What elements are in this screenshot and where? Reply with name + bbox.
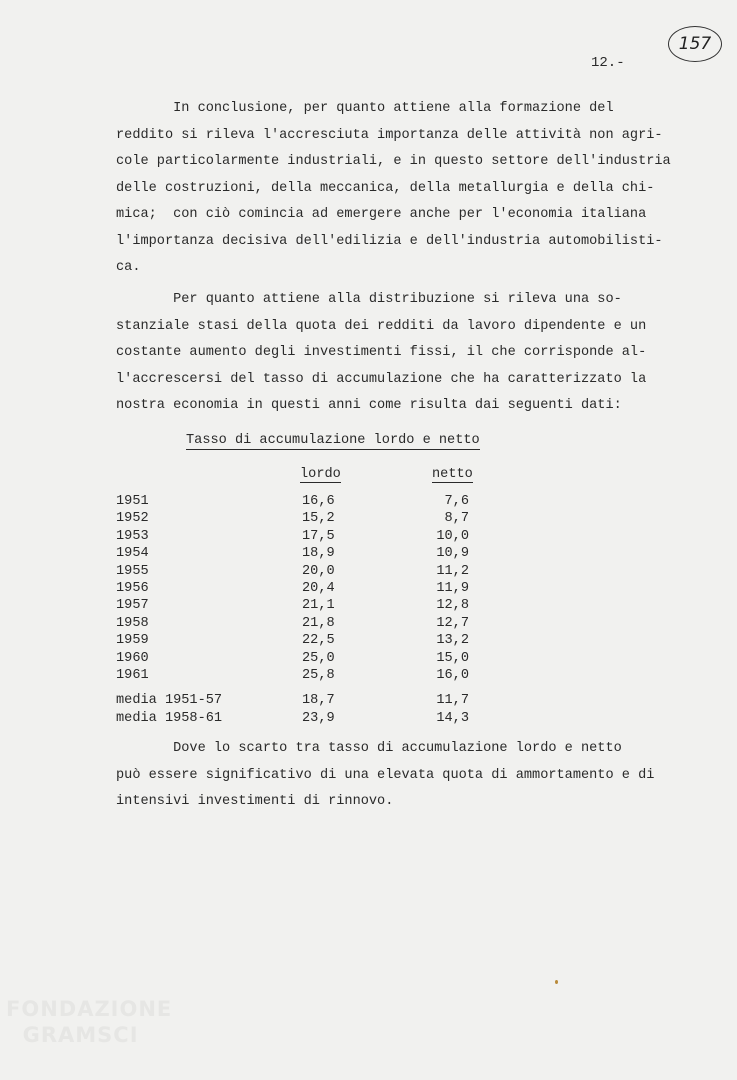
paragraph-distribution: Per quanto attiene alla distribuzione si rileva una so- stanziale stasi della quota dei redditi da lavoro dipendente e un costante aumento degli investimenti fissi, il che corrisponde al- l'accrescersi del tasso di accumulazione che ha caratterizzato la nostra economia in questi anni come risulta dai seguenti dati:: [116, 292, 647, 413]
row-lordo: 16,6: [302, 494, 335, 509]
row-lordo: 25,8: [302, 667, 335, 683]
row-lordo: 21,1: [302, 598, 335, 614]
row-netto: 14,3: [436, 710, 469, 726]
page-number: 12.-: [591, 55, 625, 71]
row-lordo: 17,5: [302, 528, 335, 544]
row-lordo: 15,2: [302, 511, 335, 527]
watermark-logo: FONDAZIONE GRAMSCI: [6, 997, 173, 1047]
paragraph-difference: Dove lo scarto tra tasso di accumulazione lordo e netto può essere significativo di una elevata quota di ammortamento e di intensivi investimenti di rinnovo.: [116, 741, 655, 809]
row-year: 1953: [116, 528, 149, 544]
row-lordo: 18,9: [302, 546, 335, 562]
row-netto: 15,0: [436, 650, 469, 666]
row-netto: 11,9: [436, 580, 469, 596]
row-year: 1960: [116, 650, 149, 666]
row-year: media 1951-57: [116, 693, 223, 709]
column-header-lordo: lordo: [300, 467, 341, 482]
row-lordo: 22,5: [302, 633, 335, 649]
row-year: 1957: [116, 598, 149, 614]
row-netto: 11,2: [436, 563, 469, 579]
row-year: media 1958-61: [116, 710, 223, 726]
row-netto: 16,0: [436, 667, 469, 683]
row-netto: 7,6: [444, 494, 469, 509]
row-lordo: 23,9: [302, 710, 335, 726]
row-netto: 8,7: [444, 511, 469, 527]
row-lordo: 20,4: [302, 580, 335, 596]
row-netto: 12,8: [436, 598, 469, 614]
row-lordo: 21,8: [302, 615, 335, 631]
row-netto: 10,9: [436, 546, 469, 562]
paragraph-conclusion: In conclusione, per quanto attiene alla formazione del reddito si rileva l'accresciuta importanza delle attività non agri- cole particolarmente industriali, e in questo settore dell'industria delle costruzioni, della meccanica, della metallurgia e della chi- mica; con ciò comincia ad emergere anche per l'economia italiana l'importanza decisiva dell'edilizia e dell'industria automobilisti- ca.: [116, 101, 671, 275]
row-lordo: 25,0: [302, 650, 335, 666]
row-year: 1961: [116, 667, 149, 683]
row-lordo: 18,7: [302, 693, 335, 709]
row-year: 1955: [116, 563, 149, 579]
row-netto: 10,0: [436, 528, 469, 544]
archive-stamp: 157: [668, 26, 722, 62]
row-netto: 11,7: [436, 693, 469, 709]
row-netto: 12,7: [436, 615, 469, 631]
row-lordo: 20,0: [302, 563, 335, 579]
column-header-netto: netto: [432, 467, 473, 482]
row-year: 1956: [116, 580, 149, 596]
table-title: Tasso di accumulazione lordo e netto: [186, 433, 480, 448]
ink-spot: [555, 980, 558, 984]
row-year: 1952: [116, 511, 149, 527]
row-year: 1959: [116, 633, 149, 649]
row-year: 1954: [116, 546, 149, 562]
row-year: 1958: [116, 615, 149, 631]
row-year: 1951: [116, 494, 149, 509]
row-netto: 13,2: [436, 633, 469, 649]
